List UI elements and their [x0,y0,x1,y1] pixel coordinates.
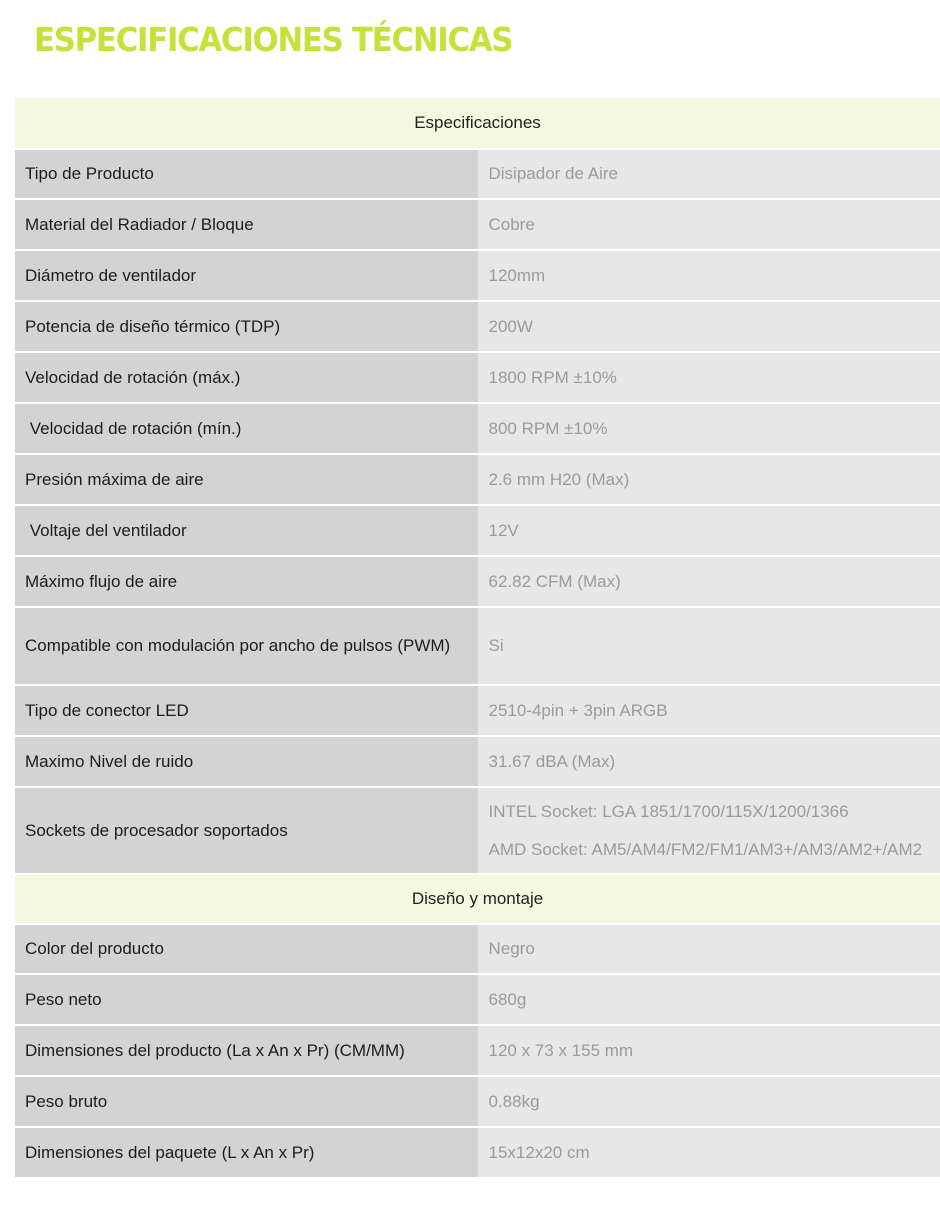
spec-value [478,199,940,250]
spec-label: Diámetro de ventilador [15,250,478,301]
spec-label: Maximo Nivel de ruido [15,736,478,787]
spec-label: Dimensiones del paquete (L x An x Pr) [15,1127,478,1178]
spec-value [478,556,940,607]
spec-value [478,149,940,199]
section-header-title: Especificaciones [15,98,940,149]
table-row [15,199,940,250]
spec-value [478,352,940,403]
spec-value-line: Negro [488,939,535,958]
spec-value-line: AMD Socket: AM5/AM4/FM2/FM1/AM3+/AM3/AM2+/AM2 [488,839,923,859]
table-row [15,924,940,974]
spec-label: Velocidad de rotación (máx.) [15,352,478,403]
spec-value [478,736,940,787]
spec-value-line: 800 RPM ±10% [488,418,608,438]
spec-value-line: Cobre [488,214,535,234]
table-row [15,250,940,301]
spec-table [15,98,940,1179]
spec-value-line: Si [488,636,504,655]
section-header [15,98,940,149]
table-row [15,149,940,199]
spec-value [478,685,940,736]
table-row [15,454,940,505]
spec-value-line: INTEL Socket: LGA 1851/1700/115X/1200/1366 [488,801,849,821]
spec-value [478,787,940,874]
spec-label: Velocidad de rotación (mín.) [15,403,478,454]
spec-label: Peso neto [15,974,478,1025]
spec-value [478,505,940,556]
spec-label: Color del producto [15,924,478,974]
spec-value [478,924,940,974]
spec-value-line: 62.82 CFM (Max) [488,571,621,591]
spec-value [478,403,940,454]
table-row [15,974,940,1025]
section-header [15,874,940,924]
spec-value-line: 680g [488,989,527,1009]
spec-label: Presión máxima de aire [15,454,478,505]
spec-label: Sockets de procesador soportados [15,787,478,874]
spec-value-line: 12V [488,520,519,540]
table-row [15,352,940,403]
spec-label: Tipo de conector LED [15,685,478,736]
table-row [15,1127,940,1178]
spec-value [478,454,940,505]
spec-label: Compatible con modulación por ancho de pulsos (PWM) [15,607,478,685]
table-row [15,787,940,874]
spec-value [478,974,940,1025]
spec-value [478,1025,940,1076]
table-row [15,403,940,454]
table-row [15,736,940,787]
table-row [15,301,940,352]
table-row [15,1025,940,1076]
table-row [15,556,940,607]
spec-value [478,301,940,352]
spec-value-line: 120mm [488,265,546,285]
spec-label: Potencia de diseño térmico (TDP) [15,301,478,352]
spec-value-line: 200W [488,316,533,336]
spec-value-line: 15x12x20 cm [488,1142,590,1162]
table-row [15,1076,940,1127]
spec-value [478,250,940,301]
spec-label: Peso bruto [15,1076,478,1127]
spec-value [478,1076,940,1127]
section-header-title: Diseño y montaje [15,874,940,924]
spec-label: Máximo flujo de aire [15,556,478,607]
spec-value-line: 2.6 mm H20 (Max) [488,469,630,489]
page-title: ESPECIFICACIONES TÉCNICAS [34,20,513,59]
table-row [15,685,940,736]
table-row [15,505,940,556]
spec-label: Dimensiones del producto (La x An x Pr) (CM/MM) [15,1025,478,1076]
spec-label: Voltaje del ventilador [15,505,478,556]
spec-table-body [15,98,940,1178]
spec-value-line: Disipador de Aire [488,164,618,183]
spec-value [478,607,940,685]
table-row [15,607,940,685]
spec-value [478,1127,940,1178]
spec-value-line: 1800 RPM ±10% [488,367,617,387]
spec-label: Material del Radiador / Bloque [15,199,478,250]
spec-label: Tipo de Producto [15,149,478,199]
spec-value-line: 31.67 dBA (Max) [488,751,616,771]
spec-value-line: 0.88kg [488,1091,540,1111]
spec-value-line: 2510-4pin + 3pin ARGB [488,700,668,720]
spec-value-line: 120 x 73 x 155 mm [488,1040,634,1060]
